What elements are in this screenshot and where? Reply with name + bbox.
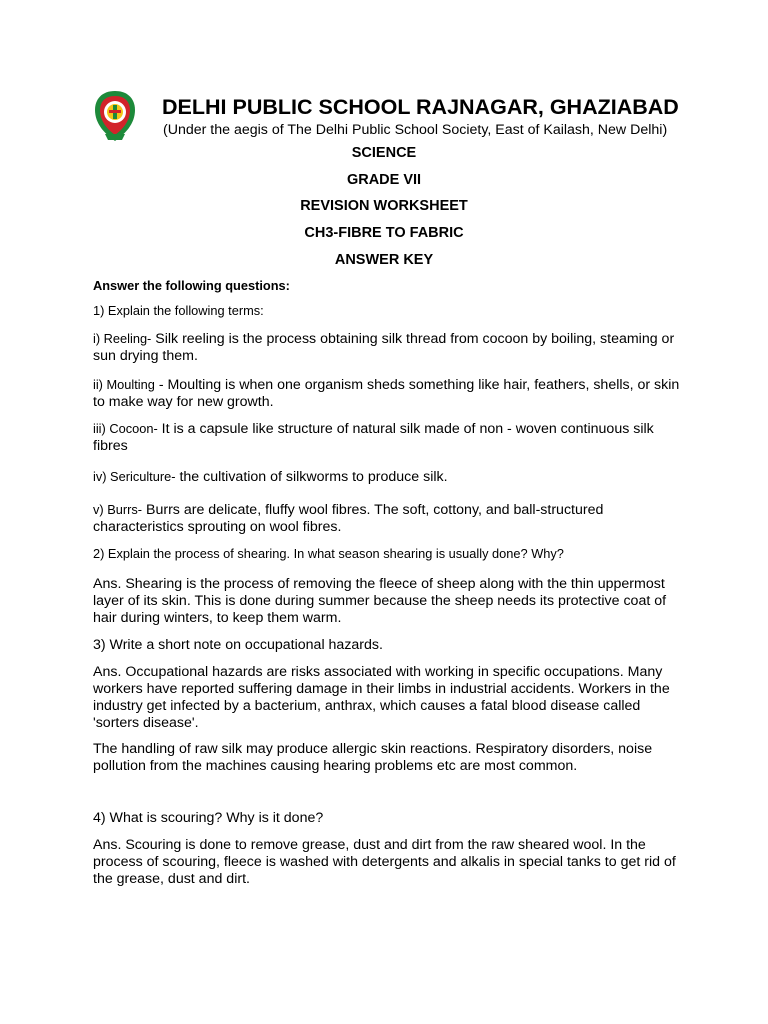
answer-key-title: ANSWER KEY — [334, 252, 434, 268]
term-label: ii) Moulting — [93, 377, 155, 392]
term-moulting — [93, 376, 683, 411]
answer-3: Ans. Occupational hazards are risks associated with working in specific occupations. Many workers have reported suffering damage in their limbs in industrial accidents. Workers in the industry get infected by a bacterium, anthrax, which causes a fatal blood disease called 'sorters disease'. — [93, 664, 670, 731]
term-label: v) Burrs- — [93, 502, 143, 517]
worksheet-title: REVISION WORKSHEET — [300, 198, 468, 214]
question-4: 4) What is scouring? Why is it done? — [93, 810, 324, 826]
school-subtitle: (Under the aegis of The Delhi Public School Society, East of Kailash, New Delhi) — [163, 122, 668, 138]
term-definition: the cultivation of silkworms to produce silk. — [175, 469, 448, 485]
term-label: iv) Sericulture- — [93, 469, 176, 484]
chapter-title: CH3-FIBRE TO FABRIC — [304, 225, 464, 241]
school-name: DELHI PUBLIC SCHOOL RAJNAGAR, GHAZIABAD — [162, 95, 679, 119]
question-2: 2) Explain the process of shearing. In what season shearing is usually done? Why? — [93, 546, 564, 561]
term-label: iii) Cocoon- — [93, 421, 158, 436]
instructions: Answer the following questions: — [93, 278, 290, 293]
answer-3-continued: The handling of raw silk may produce allergic skin reactions. Respiratory disorders, noise pollution from the machines causing hearing problems etc are most common. — [93, 741, 653, 774]
question-3: 3) Write a short note on occupational hazards. — [93, 637, 383, 653]
answer-2: Ans. Shearing is the process of removing the fleece of sheep along with the thin uppermost layer of its skin. This is done during summer because the sheep needs its protective coat of hair during winters, to keep them warm. — [93, 576, 667, 626]
term-burrs — [93, 501, 683, 536]
term-sericulture — [93, 468, 683, 486]
question-1: 1) Explain the following terms: — [93, 303, 264, 318]
term-definition: Burrs are delicate, fluffy wool fibres. The soft, cottony, and ball-structured characteristics sprouting on wool fibres. — [93, 502, 604, 535]
term-cocoon — [93, 420, 683, 455]
grade-title: GRADE VII — [346, 172, 422, 188]
term-label: i) Reeling- — [93, 331, 152, 346]
term-reeling — [93, 330, 683, 365]
school-crest-icon — [92, 88, 138, 144]
subject-title: SCIENCE — [351, 145, 417, 161]
answer-4: Ans. Scouring is done to remove grease, dust and dirt from the raw sheared wool. In the process of scouring, fleece is washed with detergents and alkalis in special tanks to get rid of the grease, dust and dirt. — [93, 837, 676, 887]
term-definition: - Moulting is when one organism sheds something like hair, feathers, shells, or skin to make way for new growth. — [93, 377, 680, 410]
term-definition: Silk reeling is the process obtaining silk thread from cocoon by boiling, steaming or sun drying them. — [93, 331, 675, 364]
term-definition: It is a capsule like structure of natural silk made of non - woven continuous silk fibres — [93, 421, 654, 454]
